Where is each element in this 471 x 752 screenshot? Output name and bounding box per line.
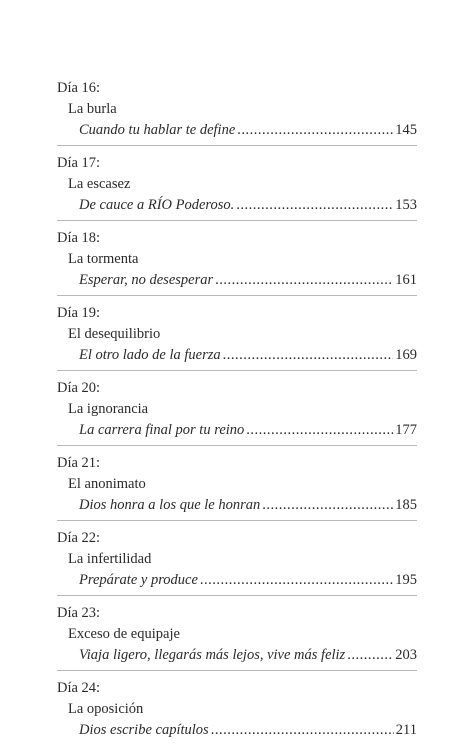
page-number: 161 bbox=[395, 272, 417, 288]
chapter-subtitle: La carrera final por tu reino bbox=[79, 422, 245, 438]
chapter-title: La escasez bbox=[68, 176, 131, 192]
chapter-title: Exceso de equipaje bbox=[68, 626, 180, 642]
dot-leader bbox=[236, 195, 393, 216]
page-number: 211 bbox=[395, 722, 417, 738]
toc-entry bbox=[57, 528, 417, 596]
chapter-subtitle-line bbox=[57, 345, 417, 366]
toc-entry bbox=[57, 453, 417, 521]
dot-leader bbox=[262, 495, 393, 516]
chapter-title: La infertilidad bbox=[68, 551, 152, 567]
toc-entry bbox=[57, 603, 417, 671]
toc-entry bbox=[57, 228, 417, 296]
dot-leader bbox=[200, 570, 393, 591]
chapter-title: El anonimato bbox=[68, 476, 146, 492]
day-label: Día 21: bbox=[57, 455, 101, 471]
day-label: Día 18: bbox=[57, 230, 101, 246]
dot-leader bbox=[347, 645, 393, 666]
table-of-contents bbox=[57, 78, 417, 752]
chapter-title: El desequilibrio bbox=[68, 326, 161, 342]
page-number: 203 bbox=[395, 647, 417, 663]
chapter-subtitle-line bbox=[57, 420, 417, 441]
page-number: 177 bbox=[395, 422, 417, 438]
chapter-subtitle-line bbox=[57, 495, 417, 516]
chapter-subtitle-line bbox=[57, 120, 417, 141]
chapter-subtitle-line bbox=[57, 720, 417, 741]
day-label: Día 20: bbox=[57, 380, 101, 396]
dot-leader bbox=[237, 120, 393, 141]
chapter-subtitle: Cuando tu hablar te define bbox=[79, 122, 236, 138]
day-label: Día 23: bbox=[57, 605, 101, 621]
toc-entry bbox=[57, 153, 417, 221]
toc-entry bbox=[57, 78, 417, 146]
page-number: 169 bbox=[395, 347, 417, 363]
chapter-subtitle: Viaja ligero, llegarás más lejos, vive más feliz bbox=[79, 647, 346, 663]
chapter-subtitle: Dios honra a los que le honran bbox=[79, 497, 261, 513]
dot-leader bbox=[223, 345, 394, 366]
chapter-subtitle-line bbox=[57, 645, 417, 666]
chapter-subtitle: De cauce a RÍO Poderoso. bbox=[79, 197, 235, 213]
day-label: Día 22: bbox=[57, 530, 101, 546]
dot-leader bbox=[246, 420, 393, 441]
chapter-subtitle-line bbox=[57, 270, 417, 291]
page-number: 145 bbox=[395, 122, 417, 138]
chapter-subtitle: Prepárate y produce bbox=[79, 572, 198, 588]
page-number: 153 bbox=[395, 197, 417, 213]
day-label: Día 24: bbox=[57, 680, 101, 696]
chapter-subtitle: El otro lado de la fuerza bbox=[79, 347, 221, 363]
toc-entry bbox=[57, 378, 417, 446]
day-label: Día 17: bbox=[57, 155, 101, 171]
chapter-title: La burla bbox=[68, 101, 117, 117]
dot-leader bbox=[215, 270, 393, 291]
day-label: Día 16: bbox=[57, 80, 101, 96]
day-label: Día 19: bbox=[57, 305, 101, 321]
chapter-subtitle: Dios escribe capítulos bbox=[79, 722, 209, 738]
chapter-title: La tormenta bbox=[68, 251, 139, 267]
page-number: 185 bbox=[395, 497, 417, 513]
chapter-subtitle-line bbox=[57, 570, 417, 591]
dot-leader bbox=[211, 720, 394, 741]
chapter-subtitle-line bbox=[57, 195, 417, 216]
toc-entry bbox=[57, 303, 417, 371]
page-number: 195 bbox=[395, 572, 417, 588]
chapter-title: La ignorancia bbox=[68, 401, 149, 417]
chapter-subtitle: Esperar, no desesperar bbox=[79, 272, 214, 288]
chapter-title: La oposición bbox=[68, 701, 144, 717]
